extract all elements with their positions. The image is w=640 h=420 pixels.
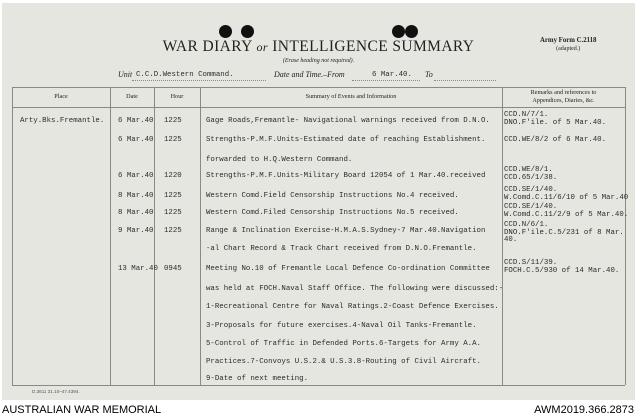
cell-summary: Gage Roads,Fremantle- Navigational warnings received from D.N.O. xyxy=(206,117,490,125)
cell-hour: 1225 xyxy=(164,227,182,235)
cell-remarks: CCD.N/6/1. xyxy=(504,221,549,229)
cell-summary: was held at FOCH.Naval Staff Office. The following were discussed:- xyxy=(206,285,504,293)
cell-remarks: W.Comd.C.11/2/9 of 5 Mar.40. xyxy=(504,210,629,219)
cell-remarks: CCD.65/1/38. xyxy=(504,173,558,182)
form-subtitle: (Erase heading not required). xyxy=(282,58,355,64)
army-form-number: Army Form C.2118 xyxy=(540,37,597,44)
cell-remarks: W.Comd.C.11/6/10 of 5 Mar.40 xyxy=(504,193,629,202)
cell-remarks: CCD.SE/1/40. xyxy=(504,186,558,194)
punch-hole xyxy=(241,25,254,38)
column-divider-place xyxy=(110,87,111,385)
cell-remarks: DNO.F'ile.C.5/231 of 8 Mar. xyxy=(504,228,624,237)
column-divider-hour xyxy=(200,87,201,385)
printer-note: D.3611 31.10–47.4394. xyxy=(32,389,80,394)
table-left-border xyxy=(12,87,13,385)
cell-remarks: CCD.SE/1/40. xyxy=(504,203,558,211)
unit-value: C.C.D.Western Command. xyxy=(136,71,234,79)
cell-summary: -al Chart Record & Track Chart received from D.N.O.Fremantle. xyxy=(206,245,477,253)
cell-date: 8 Mar.40 xyxy=(118,192,154,200)
cell-date: 6 Mar.40 xyxy=(118,172,154,180)
cell-summary: Western Comd.Field Censorship Instructions No.4 received. xyxy=(206,192,459,200)
war-diary-sheet xyxy=(2,3,635,400)
cell-remarks: FOCH.C.5/930 of 14 Mar.40. xyxy=(504,266,620,275)
army-form-note: (adapted.) xyxy=(556,46,581,52)
punch-hole xyxy=(219,25,232,38)
punch-hole xyxy=(405,25,418,38)
cell-remarks: CCD.S/11/39. xyxy=(504,259,558,267)
cell-summary: 5-Control of Traffic in Defended Ports.6-Targets for Army A.A. xyxy=(206,340,481,348)
punch-hole xyxy=(392,25,405,38)
cell-summary: Meeting No.10 of Fremantle Local Defence Co-ordination Committee xyxy=(206,265,490,273)
table-header-rule xyxy=(12,107,625,108)
table-right-border xyxy=(625,87,626,385)
col-header-remarks-line1: Remarks and references to xyxy=(530,89,597,96)
date-time-label: Date and Time.–From xyxy=(274,70,345,79)
cell-remarks: CCD.WE/8/1. xyxy=(504,166,553,174)
cell-hour: 1225 xyxy=(164,117,182,125)
cell-hour: 1220 xyxy=(164,172,182,180)
cell-place: Arty.Bks.Fremantle. xyxy=(20,117,105,125)
cell-summary: Strengths-P.M.F.Units-Military Board 12054 of 1 Mar.40.received xyxy=(206,172,486,180)
cell-date: 9 Mar.40 xyxy=(118,227,154,235)
col-header-date: Date xyxy=(126,93,138,100)
table-top-rule xyxy=(12,87,625,88)
cell-hour: 0945 xyxy=(164,265,182,273)
cell-remarks: 40. xyxy=(504,236,518,244)
cell-summary: forwarded to H.Q.Western Command. xyxy=(206,156,353,164)
col-header-summary: Summary of Events and Information xyxy=(305,93,397,100)
col-header-place: Place xyxy=(54,93,68,100)
cell-hour: 1225 xyxy=(164,136,182,144)
cell-date: 6 Mar.40 xyxy=(118,136,154,144)
archive-credit: AUSTRALIAN WAR MEMORIAL xyxy=(2,404,162,416)
cell-hour: 1225 xyxy=(164,209,182,217)
cell-date: 8 Mar.40 xyxy=(118,209,154,217)
unit-label: Unit xyxy=(118,70,133,79)
cell-remarks: DNO.F'ile. of 5 Mar.40. xyxy=(504,118,607,127)
cell-summary: Western Comd.Filed Censorship Instructions No.5 received. xyxy=(206,209,459,217)
date-from-value: 6 Mar.40. xyxy=(372,71,412,79)
cell-summary: 9-Date of next meeting. xyxy=(206,375,309,383)
cell-summary: Strengths-P.M.F.Units-Estimated date of reaching Establishment. xyxy=(206,136,486,144)
col-header-remarks xyxy=(502,89,625,104)
column-divider-summary xyxy=(502,87,503,385)
col-header-remarks-line2: Appendices, Diaries, &c. xyxy=(532,96,595,104)
title-or: or xyxy=(256,40,268,54)
cell-hour: 1225 xyxy=(164,192,182,200)
date-underline xyxy=(352,80,420,81)
cell-summary: 3-Proposals for future exercises.4-Naval Oil Tanks-Fremantle. xyxy=(206,322,477,330)
date-to-label: To xyxy=(425,70,433,79)
to-underline xyxy=(434,80,496,81)
col-header-hour: Hour xyxy=(170,93,184,100)
title-intelligence-summary: INTELLIGENCE SUMMARY xyxy=(272,38,475,55)
cell-date: 13 Mar.40 xyxy=(118,265,158,273)
cell-remarks: CCD.WE/8/2 of 6 Mar.40. xyxy=(504,136,607,144)
cell-summary: Range & Inclination Exercise-H.M.A.S.Sydney-7 Mar.40.Navigation xyxy=(206,227,486,235)
table-bottom-rule xyxy=(12,385,625,386)
cell-summary: Practices.7-Convoys U.S.2.& U.S.3.8-Routing of Civil Aircraft. xyxy=(206,358,481,366)
cell-summary: 1-Recreational Centre for Naval Ratings.2-Coast Defence Exercises. xyxy=(206,303,499,311)
title-war-diary: WAR DIARY xyxy=(162,38,253,55)
army-form-label xyxy=(540,37,596,53)
unit-underline xyxy=(132,80,266,81)
archive-accession-number: AWM2019.366.2873 xyxy=(534,404,634,416)
column-divider-date xyxy=(154,87,155,385)
cell-remarks: CCD.N/7/1. xyxy=(504,111,549,119)
cell-date: 6 Mar.40 xyxy=(118,117,154,125)
